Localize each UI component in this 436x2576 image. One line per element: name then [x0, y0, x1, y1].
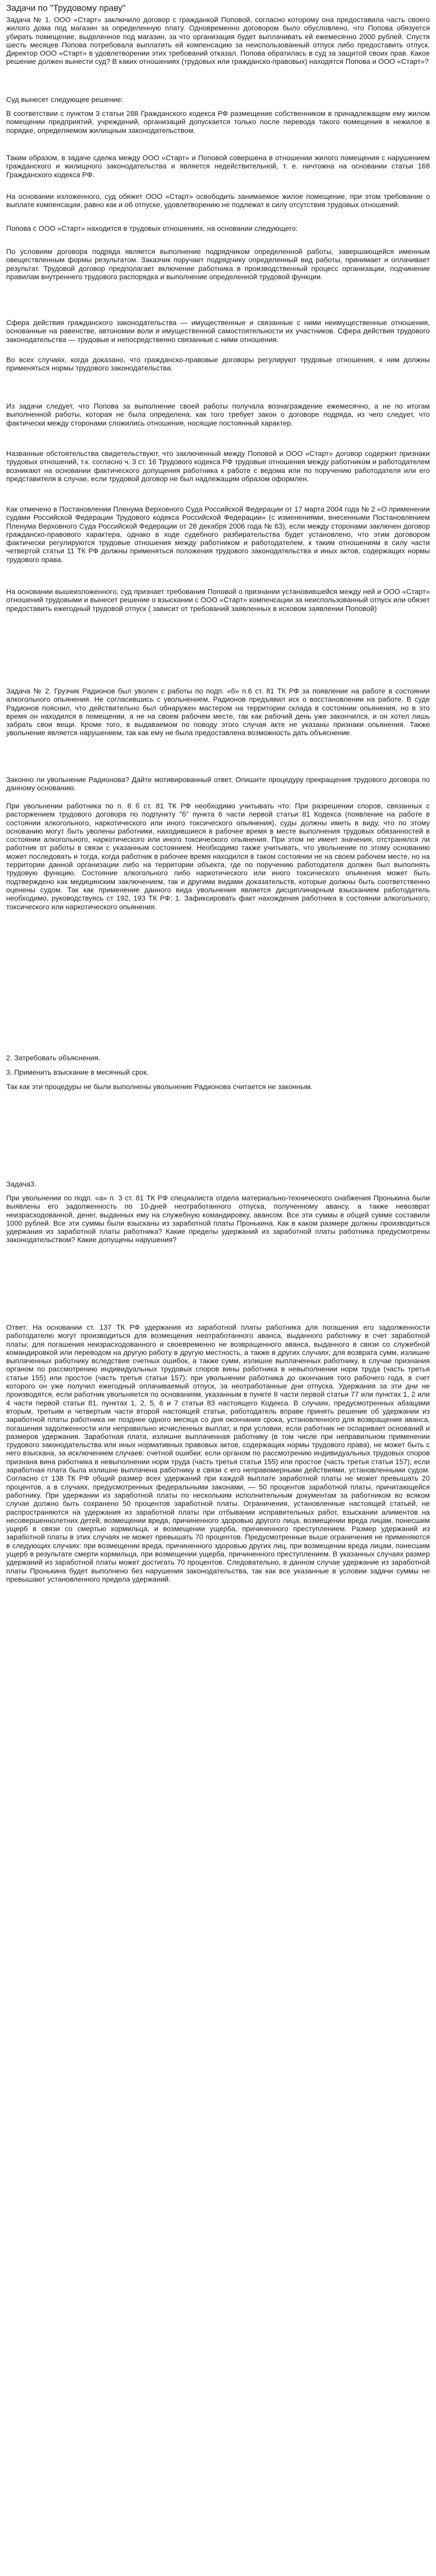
paragraph-t3-answer: Ответ: На основании ст. 137 ТК РФ удержания из заработной платы работника для погашения его задолженности работодателю могут производиться для возмещения неотработанного аванса, выданного работнику в счет заработной платы; для погашения неизрасходованного и своевременно не возвращенного аванса, выданного в связи со служебной командировкой или переводом на другую работу в другую местность, а также в других случаях; для возврата сумм, излишне выплаченных работнику вследствие счетных ошибок, а также сумм, излишне выплаченных работнику, в случае признания органом по рассмотрению индивидуальных трудовых споров вины работника в невыполнении норм труда (часть третья статьи 155) или простое (часть третья статьи 157); при увольнении работника до окончания того рабочего года, в счет которого он уже получил ежегодный оплачиваемый отпуск, за неотработанные дни отпуска. Удержания за эти дни не производятся, если работник увольняется по основаниям, указанным в пункте 8 части первой статьи 77 или пунктах 1, 2 или 4 части первой статьи 81, пунктах 1, 2, 5, 6 и 7 статьи 83 настоящего Кодекса. В случаях, предусмотренных абзацами вторым, третьим и четвертым части второй настоящей статьи, работодатель вправе принять решение об удержании из заработной платы работника не позднее одного месяца со дня окончания срока, установленного для возвращения аванса, погашения задолженности или неправильно исчисленных выплат, и при условии, если работник не оспаривает оснований и размеров удержания. Заработная плата, излишне выплаченная работнику (в том числе при неправильном применении трудового законодательства или иных нормативных правовых актов, содержащих нормы трудового права), не может быть с него взыскана, за исключением случаев: счетной ошибки; если органом по рассмотрению индивидуальных трудовых споров признана вина работника в невыполнении норм труда (часть третья статьи 155) или простое (часть третья статьи 157); если заработная плата была излишне выплачена работнику в связи с его неправомерными действиями, установленными судом. Согласно ст 138 ТК РФ общий размер всех удержаний при каждой выплате заработной платы не может превышать 20 процентов, а в случаях, предусмотренных федеральными законами, — 50 процентов заработной платы, причитающейся работнику. При удержании из заработной платы по нескольким исполнительным документам за работником во всяком случае должно быть сохранено 50 процентов заработной платы. Ограничения, установленные настоящей статьей, не распространяются на удержания из заработной платы при отбывании исправительных работ, взыскании алиментов на несовершеннолетних детей, возмещении вреда, причиненного здоровью другого лица, возмещении вреда лицам, понесшим ущерб в связи со смертью кормильца, и возмещении ущерба, причиненного преступлением. Размер удержаний из заработной платы в этих случаях не может превышать 70 процентов. Предусмотренные выше ограничения не применяются в следующих случаях: при возмещении вреда, причиненного здоровью других лиц, при возмещении вреда лицам, понесшим ущерб в результате смерти кормильца, при возмещении ущерба, причиненного преступлением. В указанных случаях размер удержаний из заработной платы может достигать 70 процентов. Следовательно, в данном случае удержание из заработной платы Пронькина будет выполнено без нарушения законодательства, так как все указанные в условии задачи суммы не превышают установленного предела удержаний. [6, 1323, 430, 1583]
paragraph-t2-step2: 2. Затребовать объяснения. [6, 1054, 100, 1062]
paragraph-t1-evidence: Названные обстоятельства свидетельствуют, что заключенный между Поповой и ООО «Старт» договор содержит признаки трудовых отношений, т.к. согласно ч. 3 ст. 16 Трудового кодекса РФ трудовые отношения между работником и работодателем возникают на основании фактического допущения работника к работе с ведома или по поручению работодателя или его представителя в случае, если трудовой договор не был надлежащим образом оформлен. [6, 449, 430, 483]
paragraph-t2-answer: При увольнении работника по п. 6 б ст. 81 ТК РФ необходимо учитывать что: При разрешении споров, связанных с расторжением трудового договора по подпункту "б" пункта 6 части первой статьи 81 Кодекса (появление на работе в состоянии алкогольного, наркотического или иного токсического опьянения), суды должны иметь в виду, что по этому основанию могут быть уволены работники, находившиеся в рабочее время в месте выполнения трудовых обязанностей в состоянии алкогольного, наркотического или иного токсического опьянения. При этом не имеет значения, отстранялся ли работник от работы в связи с указанным состоянием. Необходимо также учитывать, что увольнение по этому основанию может последовать и тогда, когда работник в рабочее время находился в таком состоянии не на своем рабочем месте, но на территории данной организации либо на территории объекта, где по поручению работодателя должен был выполнять трудовую функцию. Состояние алкогольного либо наркотического или иного токсического опьянения может быть подтверждено как медицинским заключением, так и другими видами доказательств, которые должны быть соответственно оценены судом. Так как применение данного вида увольнения является дисциплинарным взысканием работодатель необходимо, руководствуясь ст 192, 193 ТК РФ: 1. Зафиксировать факт нахождения работника в состоянии алкогольного, токсического или наркотического опьянения. [6, 802, 430, 911]
document-title: Задачи по "Трудовому праву" [6, 3, 126, 13]
paragraph-t1-court: Суд вынесет следующее решение: [6, 95, 124, 104]
paragraph-t1-verdict: На основании вышеизложенного, суд признает требования Поповой о признании установившейся между ней и ООО «Старт» отношений трудовыми и вынесет решение о взыскании с ООО «Старт» компенсации за неиспользованный отпуск или обязет предоставить ежегодный трудовой отпуск ( зависит от требований заявленных в исковом заявлении Поповой) [6, 587, 430, 613]
paragraph-t1-signs: Сфера действия гражданского законодательства — имущественные и связанные с ними неимущественные отношения, основанные на равенстве, автономии воли и имущественной самостоятельности их участников. Сфера действия трудового законодательства — трудовые и непосредственно связанные с ними отношения. [6, 318, 430, 344]
paragraph-t1-case: Из задачи следует, что Попова за выполнение своей работы получала вознаграждение ежемесячно, а не по итогам выполненной работы, которая не была определена, как того требует закон о договоре подряда, из чего следует, что фактически между сторонами сложились отношения, носящие постоянный характер. [6, 402, 430, 427]
paragraph-t1-condition: Задача № 1. ООО «Старт» заключило договор с гражданкой Поповой, согласно которому она предоставила часть своего жилого дома под магазин за определенную плату. Одновременно договором было обусловлено, что Попова обязуется убирать помещение, выделенное под магазин, за что организация будет выплачивать ей ежемесячно 2000 рублей. Спустя шесть месяцев Попова потребовала выплатить ей компенсацию за неиспользованный отпуск либо предоставить отпуск. Директор ООО «Старт» в удовлетворении этих требований отказал. Попова обратилась в суд за защитой своих прав. Какое решение должен вынести суд? В каких отношениях (трудовых или гражданско-правовых) находятся Попова и ООО «Старт»? [6, 15, 430, 66]
paragraph-t2-condition: Задача № 2. Грузчик Радионов был уволен с работы по подп. «б» п.6 ст. 81 ТК РФ за появление на работе в состоянии алкогольного опьянения. Не согласившись с увольнением, Радионов предъявил иск о восстановлении на работе. В суде Радионов пояснил, что действительно был обнаружен мастером на территории склада в состоянии опьянения, но в это время он находился в помещении, а не на своем рабочем месте, так как рабочий день уже закончился, и он хотел лишь забрать свои вещи. Кроме того, в выдаваемом по поводу этого случая акте не указаны признаки опьянения. Также увольнение является нарушением, так как ему не была предоставлена возможность дать объяснение. [6, 687, 430, 737]
paragraph-t1-no-labor: Попова с ООО «Старт» находится в трудовых отношениях, на основании следующего: [6, 224, 298, 232]
paragraph-t3-title: Задача3. [6, 1180, 37, 1188]
paragraph-t3-condition: При увольнении по подп. «а» п. 3 ст. 81 ТК РФ специалиста отдела материально-технического снабжения Пронькина были выявлены его задолженность по 10-дней неотработанного отпуска, полученному авансу, а также невозврат неизрасходованной, денег, выданных ему на служебную командировку, авансом. Все эти суммы в общей сумме составили 1000 рублей. Все эти суммы были взысканы из заработной платы Пронькина. Как в каком размере должны производиться удержания из заработной платы работника? Какие пределы удержаний из заработной платы работника предусмотрены законодательством? Какие допущены нарушения? [6, 1194, 430, 1244]
paragraph-t1-no-pay: На основании изложенного, суд обяжет ООО «Старт» освободить занимаемое жилое помещение, при этом требование о выплате компенсации, равно как и об отпуске, удовлетворению не подлежат в силу отсутствия трудовых отношений. [6, 192, 430, 209]
paragraph-t1-similar: Во всех случаях, когда доказано, что гражданско-правовые договоры регулируют трудовые отношения, к ним должны применяться нормы трудового законодательства. [6, 355, 430, 372]
paragraph-t1-contract: Таким образом, в задаче сделка между ООО «Старт» и Поповой совершена в отношении жилого помещения с нарушением гражданского и жилищного законодательства и является недействительной, т. е. ничтожна на основании статьи 168 Гражданского кодекса РФ. [6, 154, 430, 179]
paragraph-t1-plenum: Как отмечено в Постановлении Пленума Верховного Суда Российской Федерации от 17 марта 2004 года № 2 «О применении судами Российской Федерации Трудового кодекса Российской Федерации» (с изменениями, внесенными Постановлением Пленума Верховного Суда Российской Федерации от 28 декабря 2006 года № 63), если между сторонами заключен договор гражданско-правового характера, однако в ходе судебного разбирательства будет установлено, что этим договором фактически регулируются трудовые отношения между работником и работодателем, к таким отношениям в силу части четвертой статьи 11 ТК РФ должны применяться положения трудового законодательства и иных актов, содержащих нормы трудового права. [6, 505, 430, 564]
paragraph-t1-art288: В соответствии с пунктом 3 статьи 288 Гражданского кодекса РФ размещение собственником в принадлежащем ему жилом помещении предприятий, учреждений, организаций допускается только после перевода такого помещения в нежилое в порядке, определяемом жилищным законодательством. [6, 109, 430, 134]
paragraph-t1-defs: По условиям договора подряда является выполнение подрядчиком определенной работы, завершающейся именным овеществленным формы результатом. Заказчик поручает подрядчику определенный вид работы, принимает и оплачивает результат. Трудовой договор предполагает включение работника в производственный процесс организации, подчинение правилам внутреннего трудового распорядка и выполнение определенной трудовой функции. [6, 247, 430, 281]
paragraph-t2-conclusion: Так как эти процедуры не были выполнены увольнение Радионова считается не законным. [6, 1082, 313, 1091]
paragraph-t2-step3: 3. Применить взыскание в месячный срок. [6, 1068, 149, 1076]
paragraph-t2-question: Законно ли увольнение Радионова? Дайте мотивированный ответ. Опишите процедуру прекращения трудового договора по данному основанию. [6, 775, 430, 792]
